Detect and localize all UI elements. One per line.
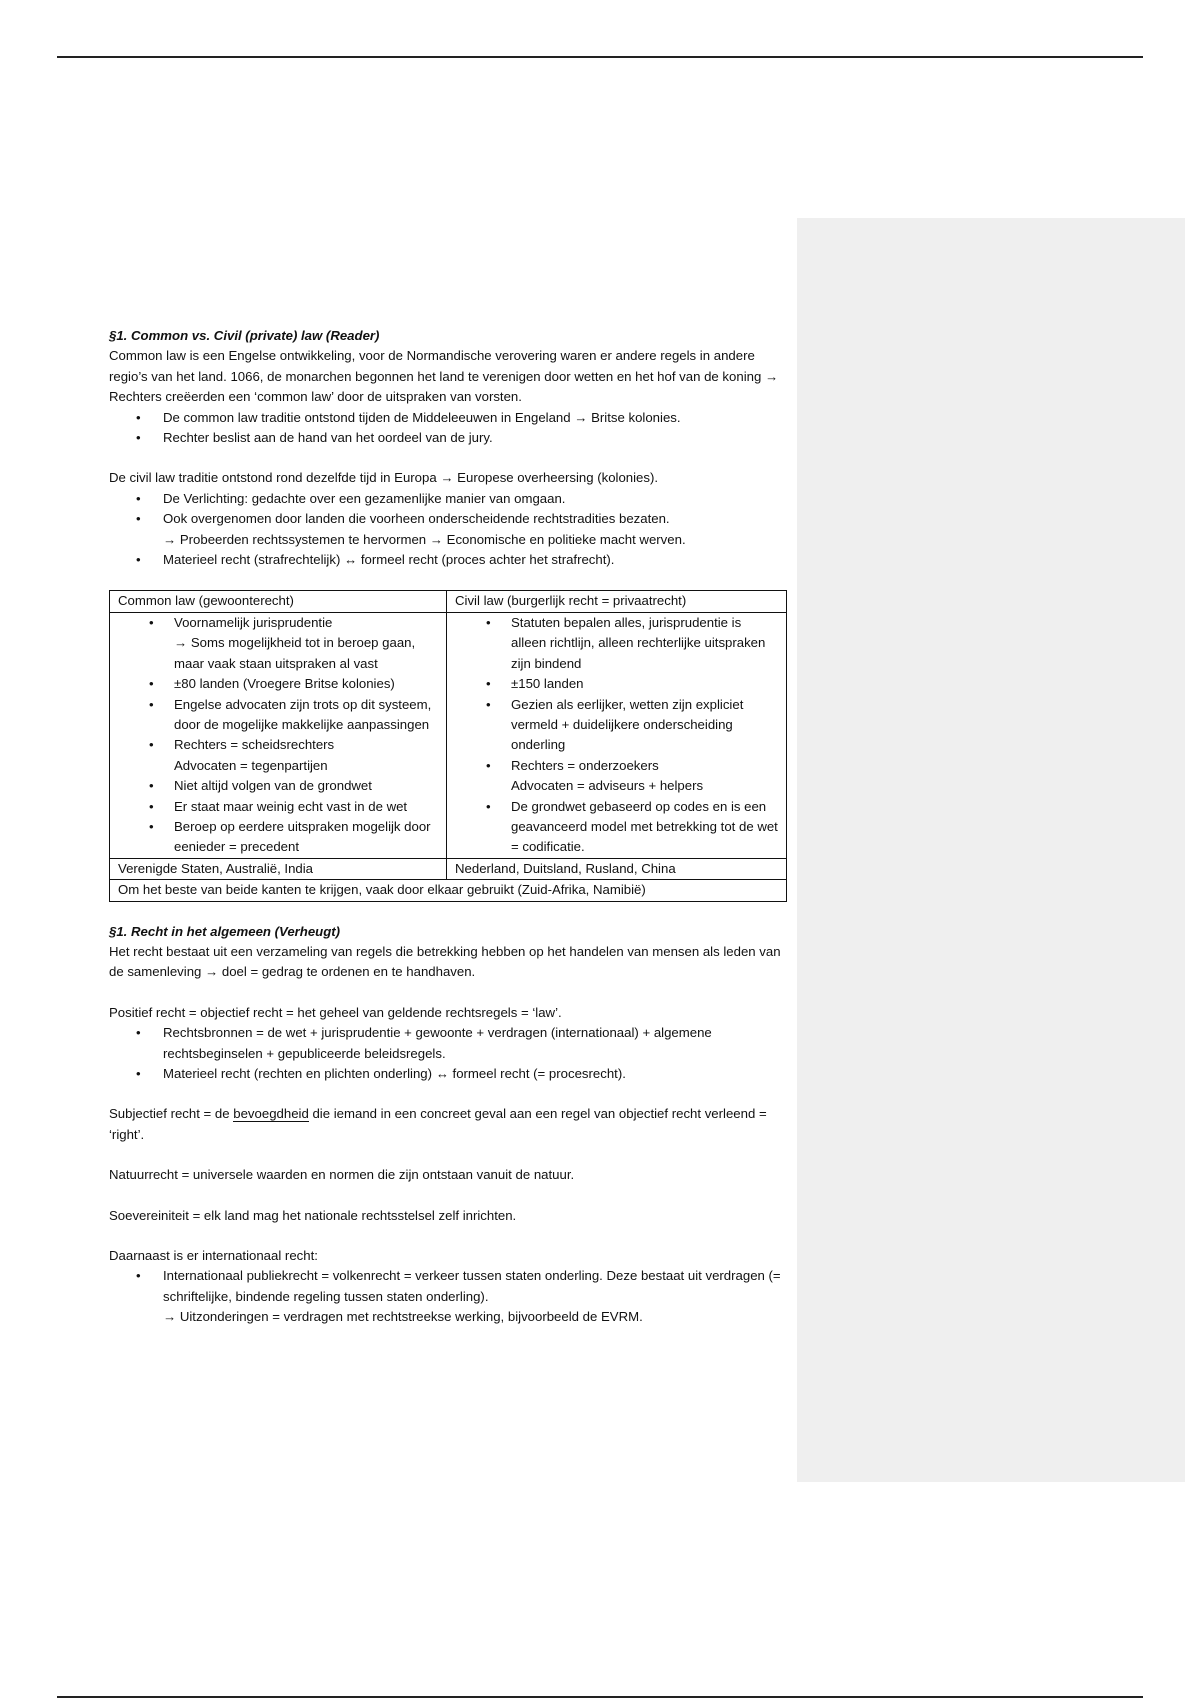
list-item: • Materieel recht (rechten en plichten onderling) ↔ formeel recht (= procesrecht). [163,1064,789,1084]
list-item-text: • Internationaal publiekrecht = volkenrecht = verkeer tussen staten onderling. Deze bestaat uit verdragen (= schriftelijke, bindende regeling tussen staten onderling). [163,1268,781,1304]
section-heading-recht-algemeen: §1. Recht in het algemeen (Verheugt) [109,923,341,939]
list-item-text: • Ook overgenomen door landen die voorheen onderscheidende rechtstradities bezaten. [163,511,670,527]
paragraph-common-law-intro: Common law is een Engelse ontwikkeling, voor de Normandische verovering waren er andere regels in andere regio’s van het land. 1066, de monarchen begonnen het land te verenigen door wetten en het hof van de koning → Rechters creëerden een ‘common law’ door de uitspraken van vorsten. [109,348,779,405]
document-body [109,326,789,1328]
list-item-subline: → Probeerden rechtssystemen te hervormen → Economische en politieke macht werven. [163,531,686,547]
list-item [163,1266,789,1327]
bullet-list-common-law [109,408,789,449]
paragraph-positief-recht: Positief recht = objectief recht = het geheel van geldende rechtsregels = ‘law’. [109,1004,562,1020]
list-item: • ±80 landen (Vroegere Britse kolonies) [174,674,438,694]
list-item: • Er staat maar weinig echt vast in de wet [174,797,438,817]
list-item-subline: Advocaten = tegenpartijen [174,757,328,773]
table-cell-civil-law [447,612,787,858]
paragraph-soevereiniteit: Soevereiniteit = elk land mag het nationale rechtsstelsel zelf inrichten. [109,1207,517,1223]
paragraph-natuurrecht: Natuurrecht = universele waarden en normen die zijn ontstaan vanuit de natuur. [109,1167,575,1183]
list-item: • Beroep op eerdere uitspraken mogelijk door eenieder = precedent [174,817,438,858]
list-item: • Materieel recht (strafrechtelijk) ↔ formeel recht (proces achter het strafrecht). [163,550,789,570]
paragraph-subjectief-recht [109,1104,789,1145]
list-item [174,735,438,776]
list-item: • De common law traditie ontstond tijden de Middeleeuwen in Engeland → Britse kolonies. [163,408,789,428]
list-item: • Engelse advocaten zijn trots op dit systeem, door de mogelijke makkelijke aanpassingen [174,695,438,736]
list-item: • Rechter beslist aan de hand van het oordeel van de jury. [163,428,789,448]
bullet-list-civil-law [109,489,789,571]
list-item-text: • Voornamelijk jurisprudentie [174,614,333,630]
list-item-text: • Rechters = scheidsrechters [174,737,335,753]
paragraph-internationaal-intro: Daarnaast is er internationaal recht: [109,1248,318,1264]
list-item-subline: → Soms mogelijkheid tot in beroep gaan, maar vaak staan uitspraken al vast [174,635,416,671]
list-item-subline: Advocaten = adviseurs + helpers [511,778,704,794]
list-item: • Statuten bepalen alles, jurisprudentie is alleen richtlijn, alleen rechterlijke uitspraken zijn bindend [511,613,778,674]
list-item: • Gezien als eerlijker, wetten zijn expliciet vermeld + duidelijkere onderscheiding onderling [511,695,778,756]
list-item [174,613,438,674]
list-item: • ±150 landen [511,674,778,694]
table-cell-countries-civil: Nederland, Duitsland, Rusland, China [447,858,787,879]
table-header-common-law: Common law (gewoonterecht) [110,591,447,612]
paragraph-recht-intro: Het recht bestaat uit een verzameling van regels die betrekking hebben op het handelen van mensen als leden van de samenleving → doel = gedrag te ordenen en te handhaven. [109,943,781,980]
underlined-term: bevoegdheid [233,1106,309,1122]
comparison-table [109,590,787,901]
bullet-list-positief-recht [109,1023,789,1084]
list-item: • Rechtsbronnen = de wet + jurisprudentie + gewoonte + verdragen (internationaal) + algemene rechtsbeginselen + gepubliceerde beleidsregels. [163,1023,789,1064]
bullet-list-internationaal [109,1266,789,1327]
list-item-subline: → Uitzonderingen = verdragen met rechtstreekse werking, bijvoorbeeld de EVRM. [163,1309,643,1325]
list-item: • De grondwet gebaseerd op codes en is een geavanceerd model met betrekking tot de wet = codificatie. [511,797,778,858]
table-header-civil-law: Civil law (burgerlijk recht = privaatrecht) [447,591,787,612]
text-span: Subjectief recht = de [109,1106,234,1122]
header-rule [57,56,1143,58]
list-item: • Niet altijd volgen van de grondwet [174,776,438,796]
comment-pane [797,218,1185,1482]
paragraph-civil-law-intro: De civil law traditie ontstond rond dezelfde tijd in Europa → Europese overheersing (kolonies). [109,470,659,486]
list-item-text: • Rechters = onderzoekers [511,757,659,773]
footer-rule [57,1696,1143,1698]
table-cell-countries-common: Verenigde Staten, Australië, India [110,858,447,879]
section-heading-common-civil: §1. Common vs. Civil (private) law (Reader) [109,328,380,343]
list-item: • De Verlichting: gedachte over een gezamenlijke manier van omgaan. [163,489,789,509]
text-span: die iemand in een concreet geval aan een regel van objectief recht verleend = ‘right’. [109,1106,767,1142]
list-item [511,756,778,797]
list-item [163,509,789,550]
table-footer-row: Om het beste van beide kanten te krijgen, vaak door elkaar gebruikt (Zuid-Afrika, Namibië) [110,880,787,901]
table-cell-common-law [110,612,447,858]
